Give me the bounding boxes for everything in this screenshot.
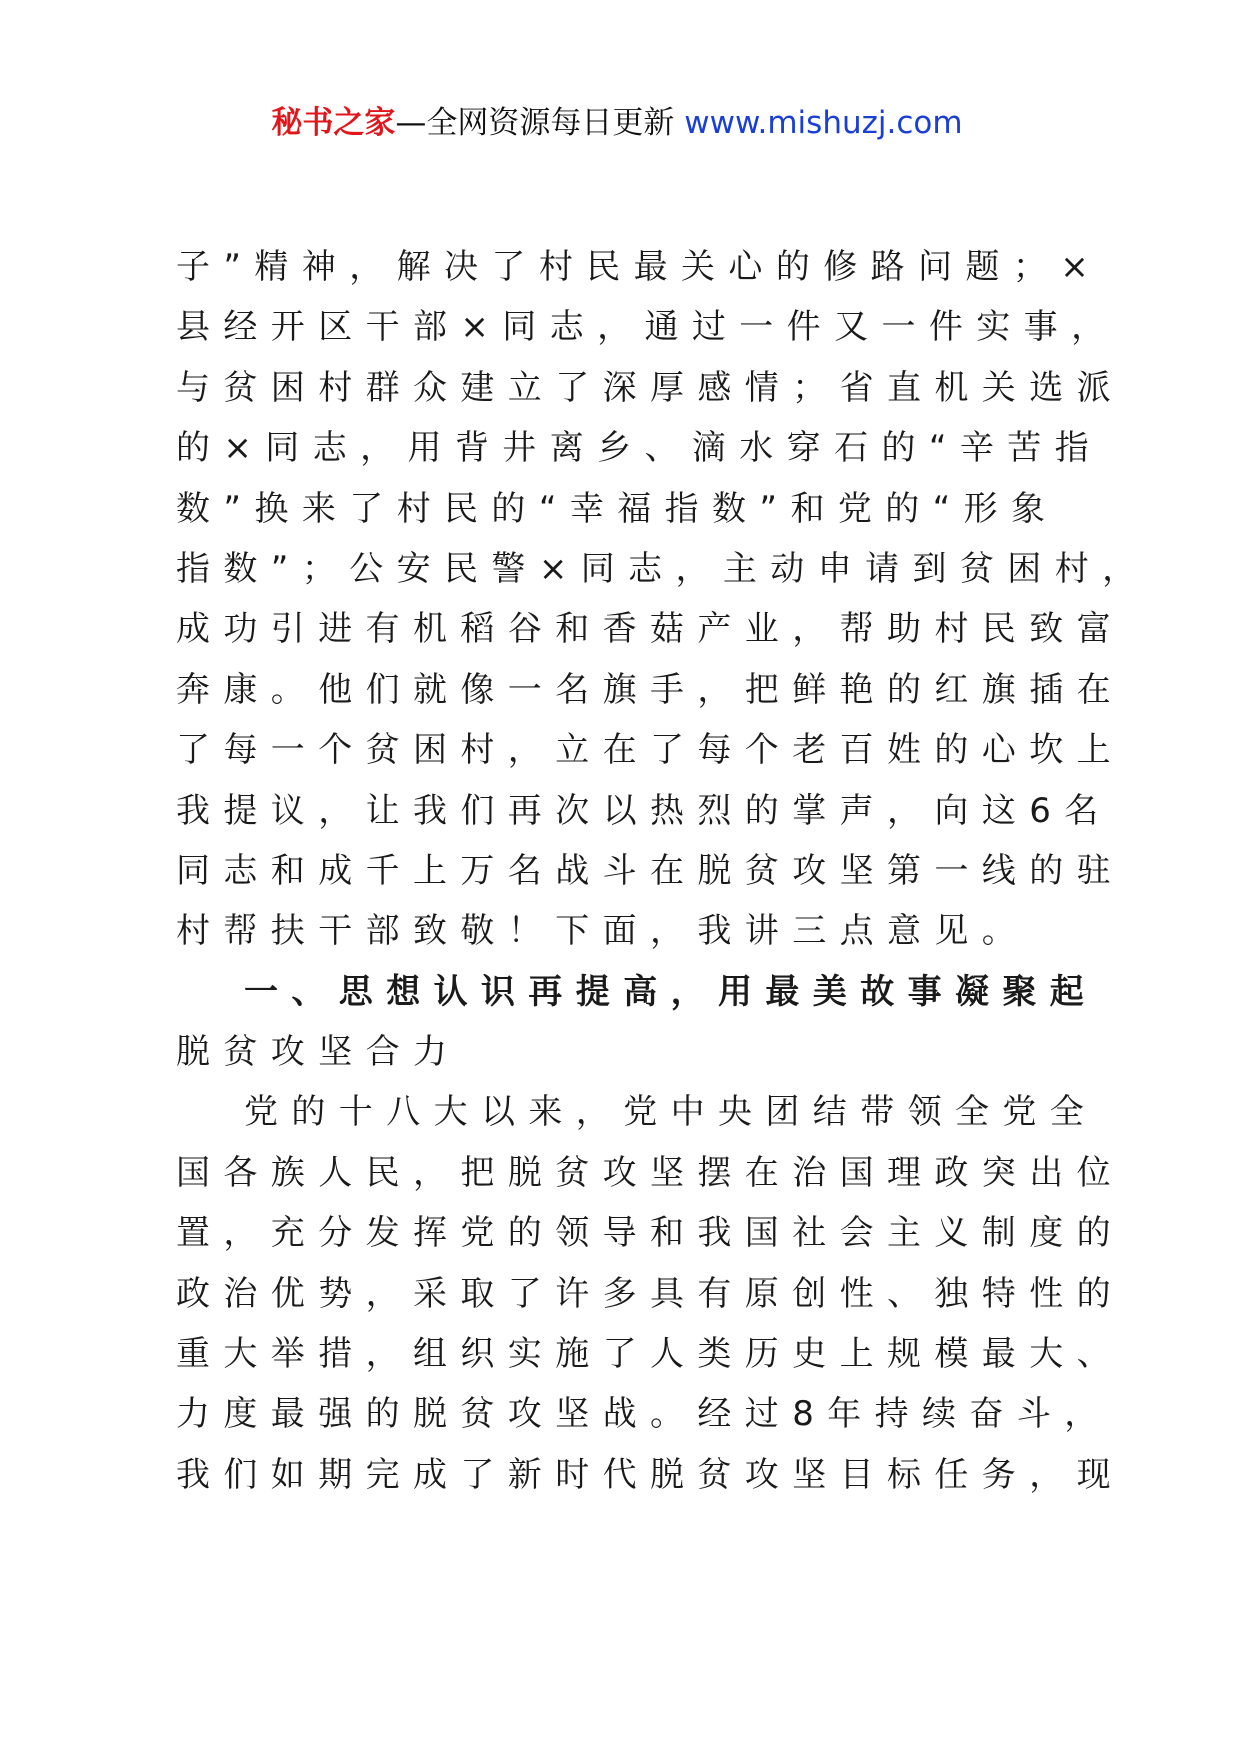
text-line: 力度最强的脱贫攻坚战。经过8年持续奋斗，	[176, 1394, 1112, 1435]
text-line: 成功引进有机稻谷和香菇产业，帮助村民致富	[176, 609, 1124, 650]
text-line: 置，充分发挥党的领导和我国社会主义制度的	[176, 1213, 1124, 1254]
text-line: 子”精神，解决了村民最关心的修路问题；×	[176, 247, 1103, 287]
site-tagline: —全网资源每日更新	[395, 105, 685, 141]
section-heading-continued: 脱贫攻坚合力	[176, 1032, 461, 1073]
paragraph-start-line: 党的十八大以来，党中央团结带领全党全	[244, 1092, 1098, 1133]
text-line: 县经开区干部×同志，通过一件又一件实事，	[176, 307, 1119, 348]
text-line: 奔康。他们就像一名旗手，把鲜艳的红旗插在	[176, 669, 1124, 710]
text-line: 政治优势，采取了许多具有原创性、独特性的	[176, 1273, 1124, 1314]
text-line: 数”换来了村民的“幸福指数”和党的“形象	[176, 488, 1059, 529]
text-line: 我提议，让我们再次以热烈的掌声，向这6名	[176, 790, 1112, 831]
text-line: 重大举措，组织实施了人类历史上规模最大、	[176, 1334, 1124, 1375]
text-line: 与贫困村群众建立了深厚感情；省直机关选派	[176, 367, 1124, 408]
site-brand: 秘书之家	[271, 105, 396, 141]
site-url[interactable]: www.mishuzj.com	[684, 105, 963, 141]
text-line: 我们如期完成了新时代脱贫攻坚目标任务，现	[176, 1454, 1124, 1495]
text-line: 村帮扶干部致敬！下面，我讲三点意见。	[176, 911, 1030, 952]
page-header	[0, 100, 1234, 146]
text-line: 同志和成千上万名战斗在脱贫攻坚第一线的驻	[176, 850, 1124, 891]
text-line: 指数”；公安民警×同志，主动申请到贫困村，	[176, 548, 1150, 589]
section-heading: 一、思想认识再提高，用最美故事凝聚起	[244, 971, 1098, 1012]
text-line: 国各族人民，把脱贫攻坚摆在治国理政突出位	[176, 1152, 1124, 1193]
document-body	[176, 237, 1150, 1505]
text-line: 的×同志，用背井离乡、滴水穿石的“辛苦指	[176, 428, 1103, 469]
text-line: 了每一个贫困村，立在了每个老百姓的心坎上	[176, 730, 1124, 771]
